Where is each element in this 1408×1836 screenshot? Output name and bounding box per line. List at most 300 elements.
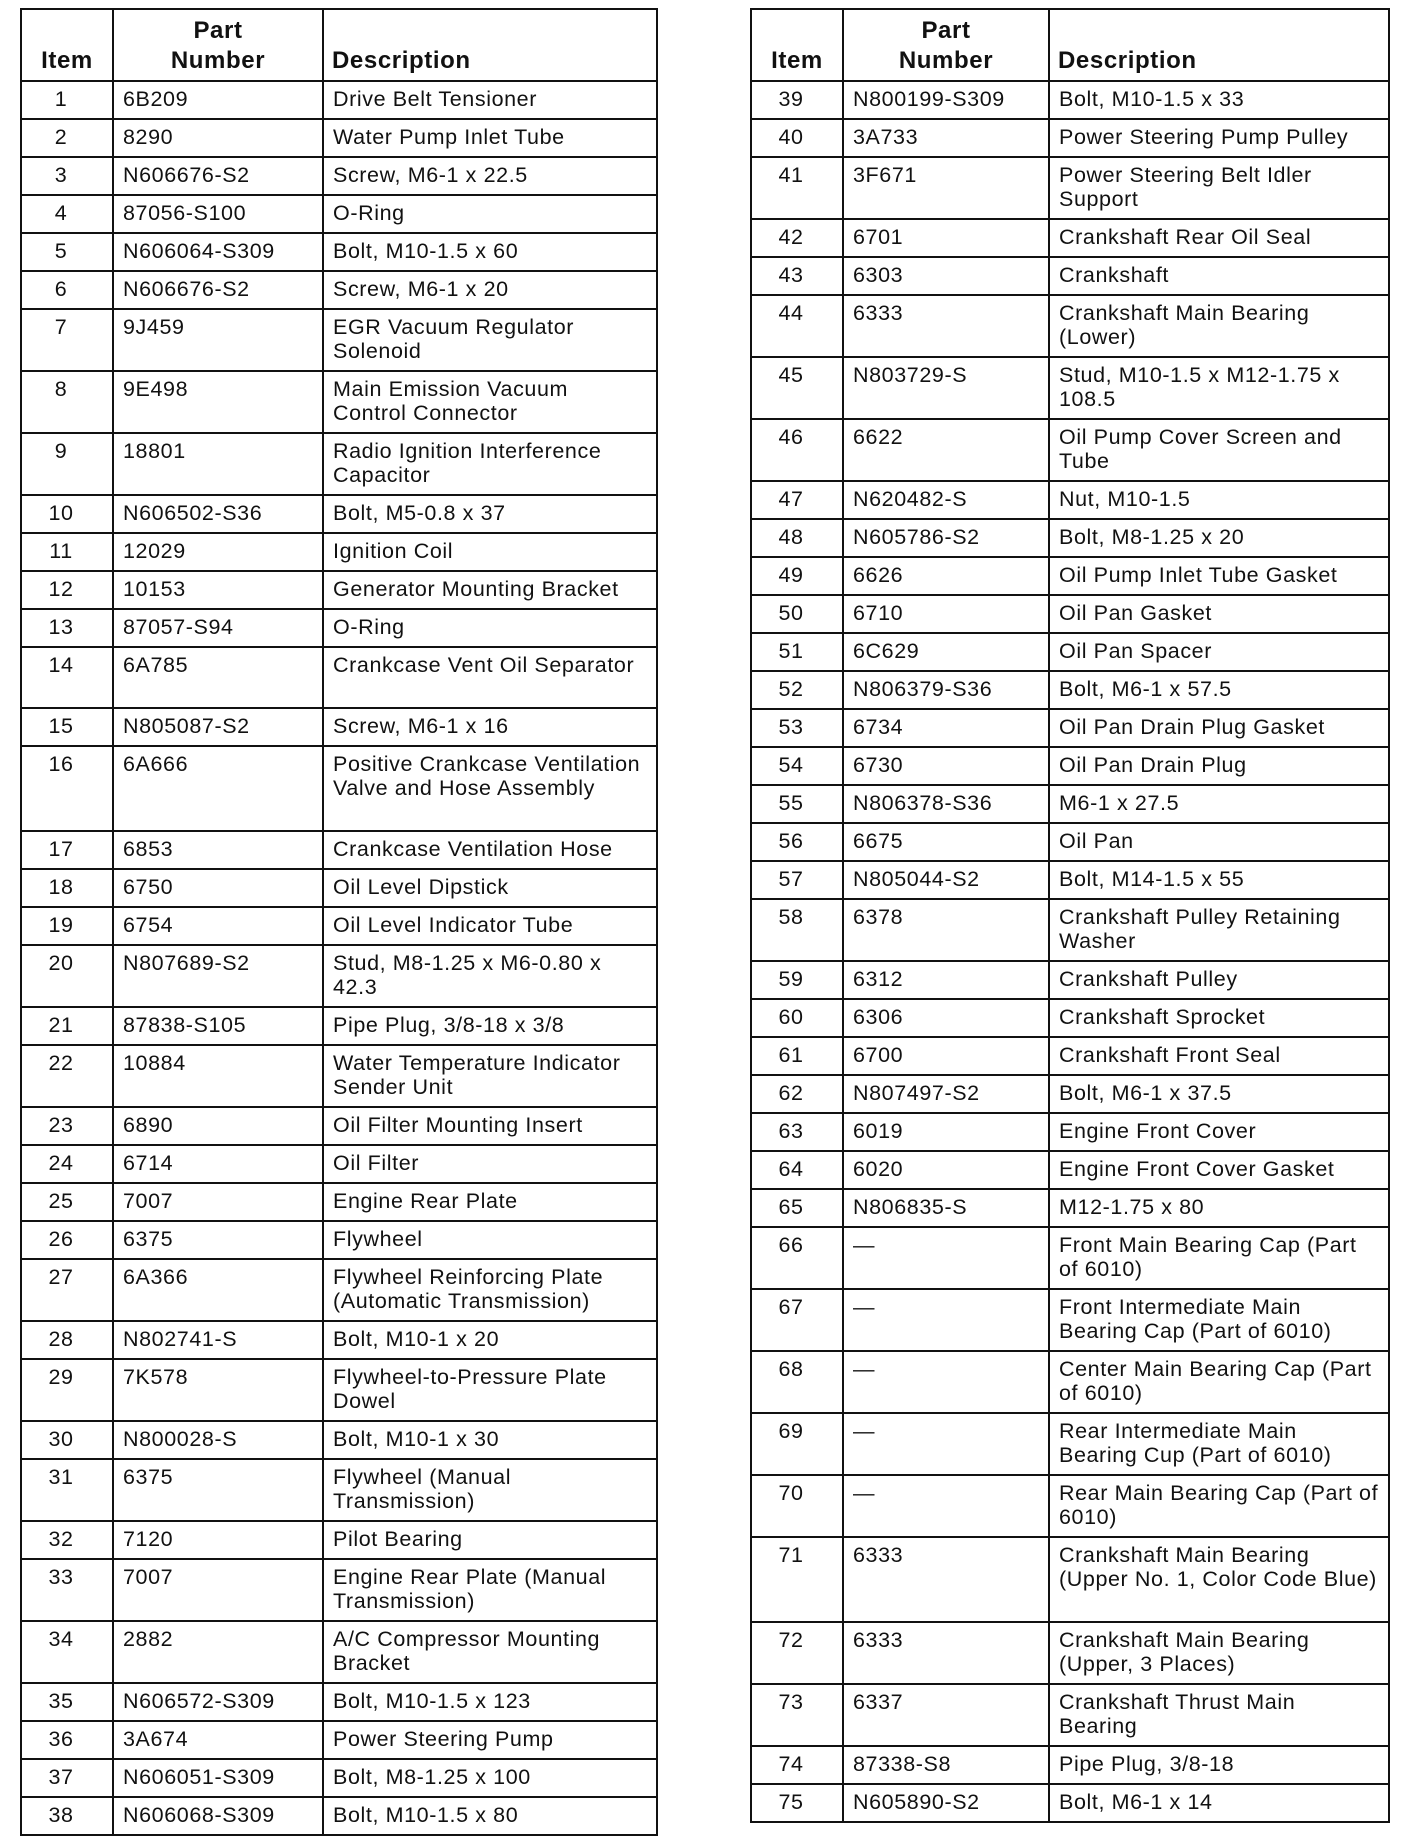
part-number-column-header [843,9,1049,81]
item-cell: 48 [751,519,843,557]
description-cell: Front Intermediate Main Bearing Cap (Part of 6010) [1049,1289,1389,1351]
description-cell: Oil Level Dipstick [323,869,657,907]
table-row [21,309,657,371]
item-cell: 28 [21,1321,113,1359]
part-number-cell: N800028-S [113,1421,323,1459]
part-number-cell: N807689-S2 [113,945,323,1007]
item-cell: 14 [21,647,113,708]
description-cell: A/C Compressor Mounting Bracket [323,1621,657,1683]
part-number-cell: 7K578 [113,1359,323,1421]
part-number-cell: 87057-S94 [113,609,323,647]
description-cell: Screw, M6-1 x 16 [323,708,657,746]
item-cell: 65 [751,1189,843,1227]
table-row [21,1045,657,1107]
table-row [21,495,657,533]
table-row [21,1683,657,1721]
header-row [751,9,1389,81]
table-row [21,119,657,157]
description-cell: Engine Rear Plate [323,1183,657,1221]
table-row [751,81,1389,119]
part-number-cell: N805044-S2 [843,861,1049,899]
description-cell: Crankshaft Main Bearing (Lower) [1049,295,1389,357]
table-row [751,1037,1389,1075]
table-row [21,1145,657,1183]
table-row [751,1351,1389,1413]
item-cell: 60 [751,999,843,1037]
table-row [21,869,657,907]
item-cell: 24 [21,1145,113,1183]
item-cell: 55 [751,785,843,823]
table-row [751,1784,1389,1822]
part-number-cell: N606572-S309 [113,1683,323,1721]
part-number-cell: N606068-S309 [113,1797,323,1835]
table-row [751,785,1389,823]
table-row [21,831,657,869]
table-row [751,1684,1389,1746]
description-cell: Bolt, M10-1.5 x 33 [1049,81,1389,119]
table-row [751,1622,1389,1684]
item-cell: 2 [21,119,113,157]
description-cell: Oil Pan Gasket [1049,595,1389,633]
part-number-cell: 6020 [843,1151,1049,1189]
item-cell: 47 [751,481,843,519]
item-cell: 25 [21,1183,113,1221]
item-cell: 63 [751,1113,843,1151]
description-cell: Center Main Bearing Cap (Part of 6010) [1049,1351,1389,1413]
part-number-cell: 87338-S8 [843,1746,1049,1784]
description-cell: Engine Front Cover [1049,1113,1389,1151]
table-row [751,219,1389,257]
item-cell: 40 [751,119,843,157]
description-column-header: Description [1049,9,1389,81]
part-number-cell: 6734 [843,709,1049,747]
item-cell: 6 [21,271,113,309]
description-cell: Bolt, M10-1.5 x 123 [323,1683,657,1721]
item-cell: 73 [751,1684,843,1746]
part-number-cell: 6333 [843,1537,1049,1622]
table-row [751,899,1389,961]
part-number-cell: 6701 [843,219,1049,257]
part-number-cell: 6626 [843,557,1049,595]
description-cell: Oil Level Indicator Tube [323,907,657,945]
item-cell: 37 [21,1759,113,1797]
table-row [21,1559,657,1621]
table-row [751,861,1389,899]
description-cell: Main Emission Vacuum Control Connector [323,371,657,433]
parts-table-left [20,8,658,1836]
part-number-cell: 12029 [113,533,323,571]
part-number-header-line1: Part [921,17,971,44]
table-row [21,233,657,271]
table-row [21,195,657,233]
table-row [751,747,1389,785]
item-cell: 26 [21,1221,113,1259]
part-number-cell: 87838-S105 [113,1007,323,1045]
description-cell: Engine Front Cover Gasket [1049,1151,1389,1189]
part-number-cell: 6622 [843,419,1049,481]
description-cell: Crankshaft Pulley Retaining Washer [1049,899,1389,961]
part-number-cell: 6853 [113,831,323,869]
description-cell: Bolt, M10-1 x 30 [323,1421,657,1459]
table-row [751,1289,1389,1351]
item-cell: 44 [751,295,843,357]
item-cell: 11 [21,533,113,571]
part-number-cell: N806379-S36 [843,671,1049,709]
table-row [751,1113,1389,1151]
part-number-cell: 6378 [843,899,1049,961]
item-cell: 20 [21,945,113,1007]
table-row [751,633,1389,671]
item-cell: 1 [21,81,113,119]
item-cell: 33 [21,1559,113,1621]
part-number-cell: — [843,1351,1049,1413]
description-cell: Bolt, M6-1 x 57.5 [1049,671,1389,709]
part-number-cell: N807497-S2 [843,1075,1049,1113]
part-number-cell: 6C629 [843,633,1049,671]
table-row [21,1259,657,1321]
table-row [21,571,657,609]
item-cell: 29 [21,1359,113,1421]
description-cell: Crankcase Ventilation Hose [323,831,657,869]
item-cell: 19 [21,907,113,945]
item-cell: 23 [21,1107,113,1145]
description-cell: Crankshaft Rear Oil Seal [1049,219,1389,257]
item-cell: 9 [21,433,113,495]
item-cell: 30 [21,1421,113,1459]
part-number-cell: 3A674 [113,1721,323,1759]
item-cell: 53 [751,709,843,747]
item-cell: 46 [751,419,843,481]
item-cell: 12 [21,571,113,609]
item-cell: 45 [751,357,843,419]
description-cell: Water Pump Inlet Tube [323,119,657,157]
part-number-cell: N805087-S2 [113,708,323,746]
table-row [21,1007,657,1045]
table-row [21,647,657,708]
part-number-cell: 87056-S100 [113,195,323,233]
item-cell: 7 [21,309,113,371]
part-number-cell: 18801 [113,433,323,495]
description-cell: Oil Pan Drain Plug Gasket [1049,709,1389,747]
description-cell: Bolt, M10-1.5 x 60 [323,233,657,271]
part-number-cell: 9J459 [113,309,323,371]
table-row [21,433,657,495]
part-number-cell: 6333 [843,295,1049,357]
description-cell: Water Temperature Indicator Sender Unit [323,1045,657,1107]
table-row [751,157,1389,219]
description-cell: Ignition Coil [323,533,657,571]
description-cell: Pipe Plug, 3/8-18 [1049,1746,1389,1784]
part-number-header-line2: Number [170,47,266,74]
description-cell: Crankshaft [1049,257,1389,295]
description-cell: Bolt, M10-1.5 x 80 [323,1797,657,1835]
item-cell: 21 [21,1007,113,1045]
table-row [751,1075,1389,1113]
description-cell: Bolt, M14-1.5 x 55 [1049,861,1389,899]
description-cell: Bolt, M5-0.8 x 37 [323,495,657,533]
table-row [21,157,657,195]
table-row [21,1797,657,1835]
parts-table-right [750,8,1390,1823]
part-number-cell: 10884 [113,1045,323,1107]
item-column-header: Item [751,9,843,81]
part-number-cell: 10153 [113,571,323,609]
description-column-header: Description [323,9,657,81]
part-number-cell: 6675 [843,823,1049,861]
part-number-cell: 6019 [843,1113,1049,1151]
table-row [21,533,657,571]
part-number-cell: 6312 [843,961,1049,999]
part-number-cell: 6714 [113,1145,323,1183]
item-cell: 56 [751,823,843,861]
part-number-cell: 6375 [113,1459,323,1521]
item-cell: 61 [751,1037,843,1075]
item-cell: 10 [21,495,113,533]
part-number-cell: 6B209 [113,81,323,119]
description-cell: Oil Pan [1049,823,1389,861]
table-row [21,1459,657,1521]
part-number-cell: 6754 [113,907,323,945]
table-row [751,519,1389,557]
description-cell: Crankshaft Sprocket [1049,999,1389,1037]
description-cell: Crankshaft Thrust Main Bearing [1049,1684,1389,1746]
description-cell: Oil Pump Cover Screen and Tube [1049,419,1389,481]
part-number-cell: N605786-S2 [843,519,1049,557]
table-row [21,945,657,1007]
part-number-cell: 9E498 [113,371,323,433]
item-cell: 17 [21,831,113,869]
parts-table-left-body [21,81,657,1835]
table-row [21,1221,657,1259]
part-number-cell: 2882 [113,1621,323,1683]
table-row [21,746,657,831]
description-cell: Oil Pump Inlet Tube Gasket [1049,557,1389,595]
description-cell: Nut, M10-1.5 [1049,481,1389,519]
part-number-cell: 8290 [113,119,323,157]
table-row [21,1621,657,1683]
table-row [21,271,657,309]
description-cell: Crankshaft Pulley [1049,961,1389,999]
description-cell: Crankcase Vent Oil Separator [323,647,657,708]
table-row [21,708,657,746]
description-cell: Stud, M8-1.25 x M6-0.80 x 42.3 [323,945,657,1007]
description-cell: Positive Crankcase Ventilation Valve and Hose Assembly [323,746,657,831]
table-row [21,1421,657,1459]
description-cell: Rear Intermediate Main Bearing Cup (Part of 6010) [1049,1413,1389,1475]
table-row [21,1721,657,1759]
table-row [751,1413,1389,1475]
item-cell: 3 [21,157,113,195]
part-number-header-line2: Number [898,47,994,74]
item-cell: 42 [751,219,843,257]
part-number-cell: N806835-S [843,1189,1049,1227]
description-cell: Pipe Plug, 3/8-18 x 3/8 [323,1007,657,1045]
item-cell: 8 [21,371,113,433]
description-cell: Bolt, M8-1.25 x 20 [1049,519,1389,557]
parts-table-right-body [751,81,1389,1822]
item-column-header: Item [21,9,113,81]
table-row [751,257,1389,295]
item-cell: 52 [751,671,843,709]
item-cell: 27 [21,1259,113,1321]
table-row [21,1183,657,1221]
item-cell: 4 [21,195,113,233]
part-number-cell: 6700 [843,1037,1049,1075]
part-number-cell: 6333 [843,1622,1049,1684]
part-number-cell: 6A666 [113,746,323,831]
description-cell: Flywheel-to-Pressure Plate Dowel [323,1359,657,1421]
part-number-cell: — [843,1475,1049,1537]
part-number-cell: 6890 [113,1107,323,1145]
item-cell: 15 [21,708,113,746]
description-cell: Pilot Bearing [323,1521,657,1559]
part-number-cell: N806378-S36 [843,785,1049,823]
description-cell: O-Ring [323,609,657,647]
table-row [21,1107,657,1145]
item-cell: 38 [21,1797,113,1835]
table-row [751,595,1389,633]
description-cell: Oil Pan Drain Plug [1049,747,1389,785]
part-number-header-line1: Part [193,17,243,44]
description-cell: O-Ring [323,195,657,233]
part-number-cell: 6337 [843,1684,1049,1746]
item-cell: 74 [751,1746,843,1784]
part-number-cell: N606676-S2 [113,271,323,309]
item-cell: 59 [751,961,843,999]
part-number-cell: 6A366 [113,1259,323,1321]
table-row [751,1151,1389,1189]
table-row [751,671,1389,709]
table-row [751,1227,1389,1289]
item-cell: 41 [751,157,843,219]
table-row [751,295,1389,357]
table-row [21,371,657,433]
table-row [751,557,1389,595]
table-row [21,1759,657,1797]
description-cell: Oil Filter Mounting Insert [323,1107,657,1145]
description-cell: Bolt, M6-1 x 14 [1049,1784,1389,1822]
description-cell: Bolt, M10-1 x 20 [323,1321,657,1359]
table-row [751,419,1389,481]
table-row [751,119,1389,157]
table-row [751,1746,1389,1784]
part-number-cell: 6750 [113,869,323,907]
item-cell: 36 [21,1721,113,1759]
item-cell: 58 [751,899,843,961]
description-cell: Bolt, M6-1 x 37.5 [1049,1075,1389,1113]
item-cell: 57 [751,861,843,899]
description-cell: Power Steering Pump Pulley [1049,119,1389,157]
description-cell: Radio Ignition Interference Capacitor [323,433,657,495]
item-cell: 71 [751,1537,843,1622]
description-cell: Flywheel Reinforcing Plate (Automatic Transmission) [323,1259,657,1321]
description-cell: Crankshaft Main Bearing (Upper No. 1, Color Code Blue) [1049,1537,1389,1622]
part-number-cell: N606064-S309 [113,233,323,271]
part-number-cell: — [843,1413,1049,1475]
description-cell: Screw, M6-1 x 22.5 [323,157,657,195]
table-row [751,1537,1389,1622]
description-cell: Stud, M10-1.5 x M12-1.75 x 108.5 [1049,357,1389,419]
table-row [751,961,1389,999]
item-cell: 50 [751,595,843,633]
table-row [21,1321,657,1359]
header-row [21,9,657,81]
part-number-cell: N606502-S36 [113,495,323,533]
item-cell: 68 [751,1351,843,1413]
item-cell: 70 [751,1475,843,1537]
description-cell: Oil Filter [323,1145,657,1183]
table-row [21,81,657,119]
part-number-cell: 6A785 [113,647,323,708]
description-cell: M6-1 x 27.5 [1049,785,1389,823]
table-row [21,609,657,647]
part-number-cell: N803729-S [843,357,1049,419]
item-cell: 75 [751,1784,843,1822]
table-row [751,709,1389,747]
table-row [21,1521,657,1559]
item-cell: 13 [21,609,113,647]
part-number-cell: 6730 [843,747,1049,785]
description-cell: M12-1.75 x 80 [1049,1189,1389,1227]
item-cell: 5 [21,233,113,271]
part-number-cell: N605890-S2 [843,1784,1049,1822]
item-cell: 22 [21,1045,113,1107]
item-cell: 18 [21,869,113,907]
table-row [751,481,1389,519]
description-cell: Power Steering Belt Idler Support [1049,157,1389,219]
description-cell: Flywheel (Manual Transmission) [323,1459,657,1521]
table-row [21,907,657,945]
item-cell: 51 [751,633,843,671]
item-cell: 66 [751,1227,843,1289]
table-row [751,823,1389,861]
table-row [21,1359,657,1421]
item-cell: 39 [751,81,843,119]
description-cell: Generator Mounting Bracket [323,571,657,609]
part-number-cell: 3F671 [843,157,1049,219]
description-cell: Engine Rear Plate (Manual Transmission) [323,1559,657,1621]
part-number-cell: N800199-S309 [843,81,1049,119]
item-cell: 31 [21,1459,113,1521]
table-row [751,999,1389,1037]
part-number-cell: 6375 [113,1221,323,1259]
part-number-cell: 6306 [843,999,1049,1037]
item-cell: 64 [751,1151,843,1189]
description-cell: EGR Vacuum Regulator Solenoid [323,309,657,371]
part-number-cell: N620482-S [843,481,1049,519]
table-row [751,357,1389,419]
part-number-cell: — [843,1289,1049,1351]
part-number-column-header [113,9,323,81]
item-cell: 67 [751,1289,843,1351]
description-cell: Crankshaft Front Seal [1049,1037,1389,1075]
item-cell: 16 [21,746,113,831]
item-cell: 34 [21,1621,113,1683]
item-cell: 54 [751,747,843,785]
part-number-cell: — [843,1227,1049,1289]
part-number-cell: 6710 [843,595,1049,633]
description-cell: Front Main Bearing Cap (Part of 6010) [1049,1227,1389,1289]
description-cell: Oil Pan Spacer [1049,633,1389,671]
part-number-cell: 7007 [113,1183,323,1221]
description-cell: Bolt, M8-1.25 x 100 [323,1759,657,1797]
part-number-cell: 3A733 [843,119,1049,157]
description-cell: Screw, M6-1 x 20 [323,271,657,309]
table-row [751,1189,1389,1227]
item-cell: 49 [751,557,843,595]
part-number-cell: 7007 [113,1559,323,1621]
item-cell: 32 [21,1521,113,1559]
